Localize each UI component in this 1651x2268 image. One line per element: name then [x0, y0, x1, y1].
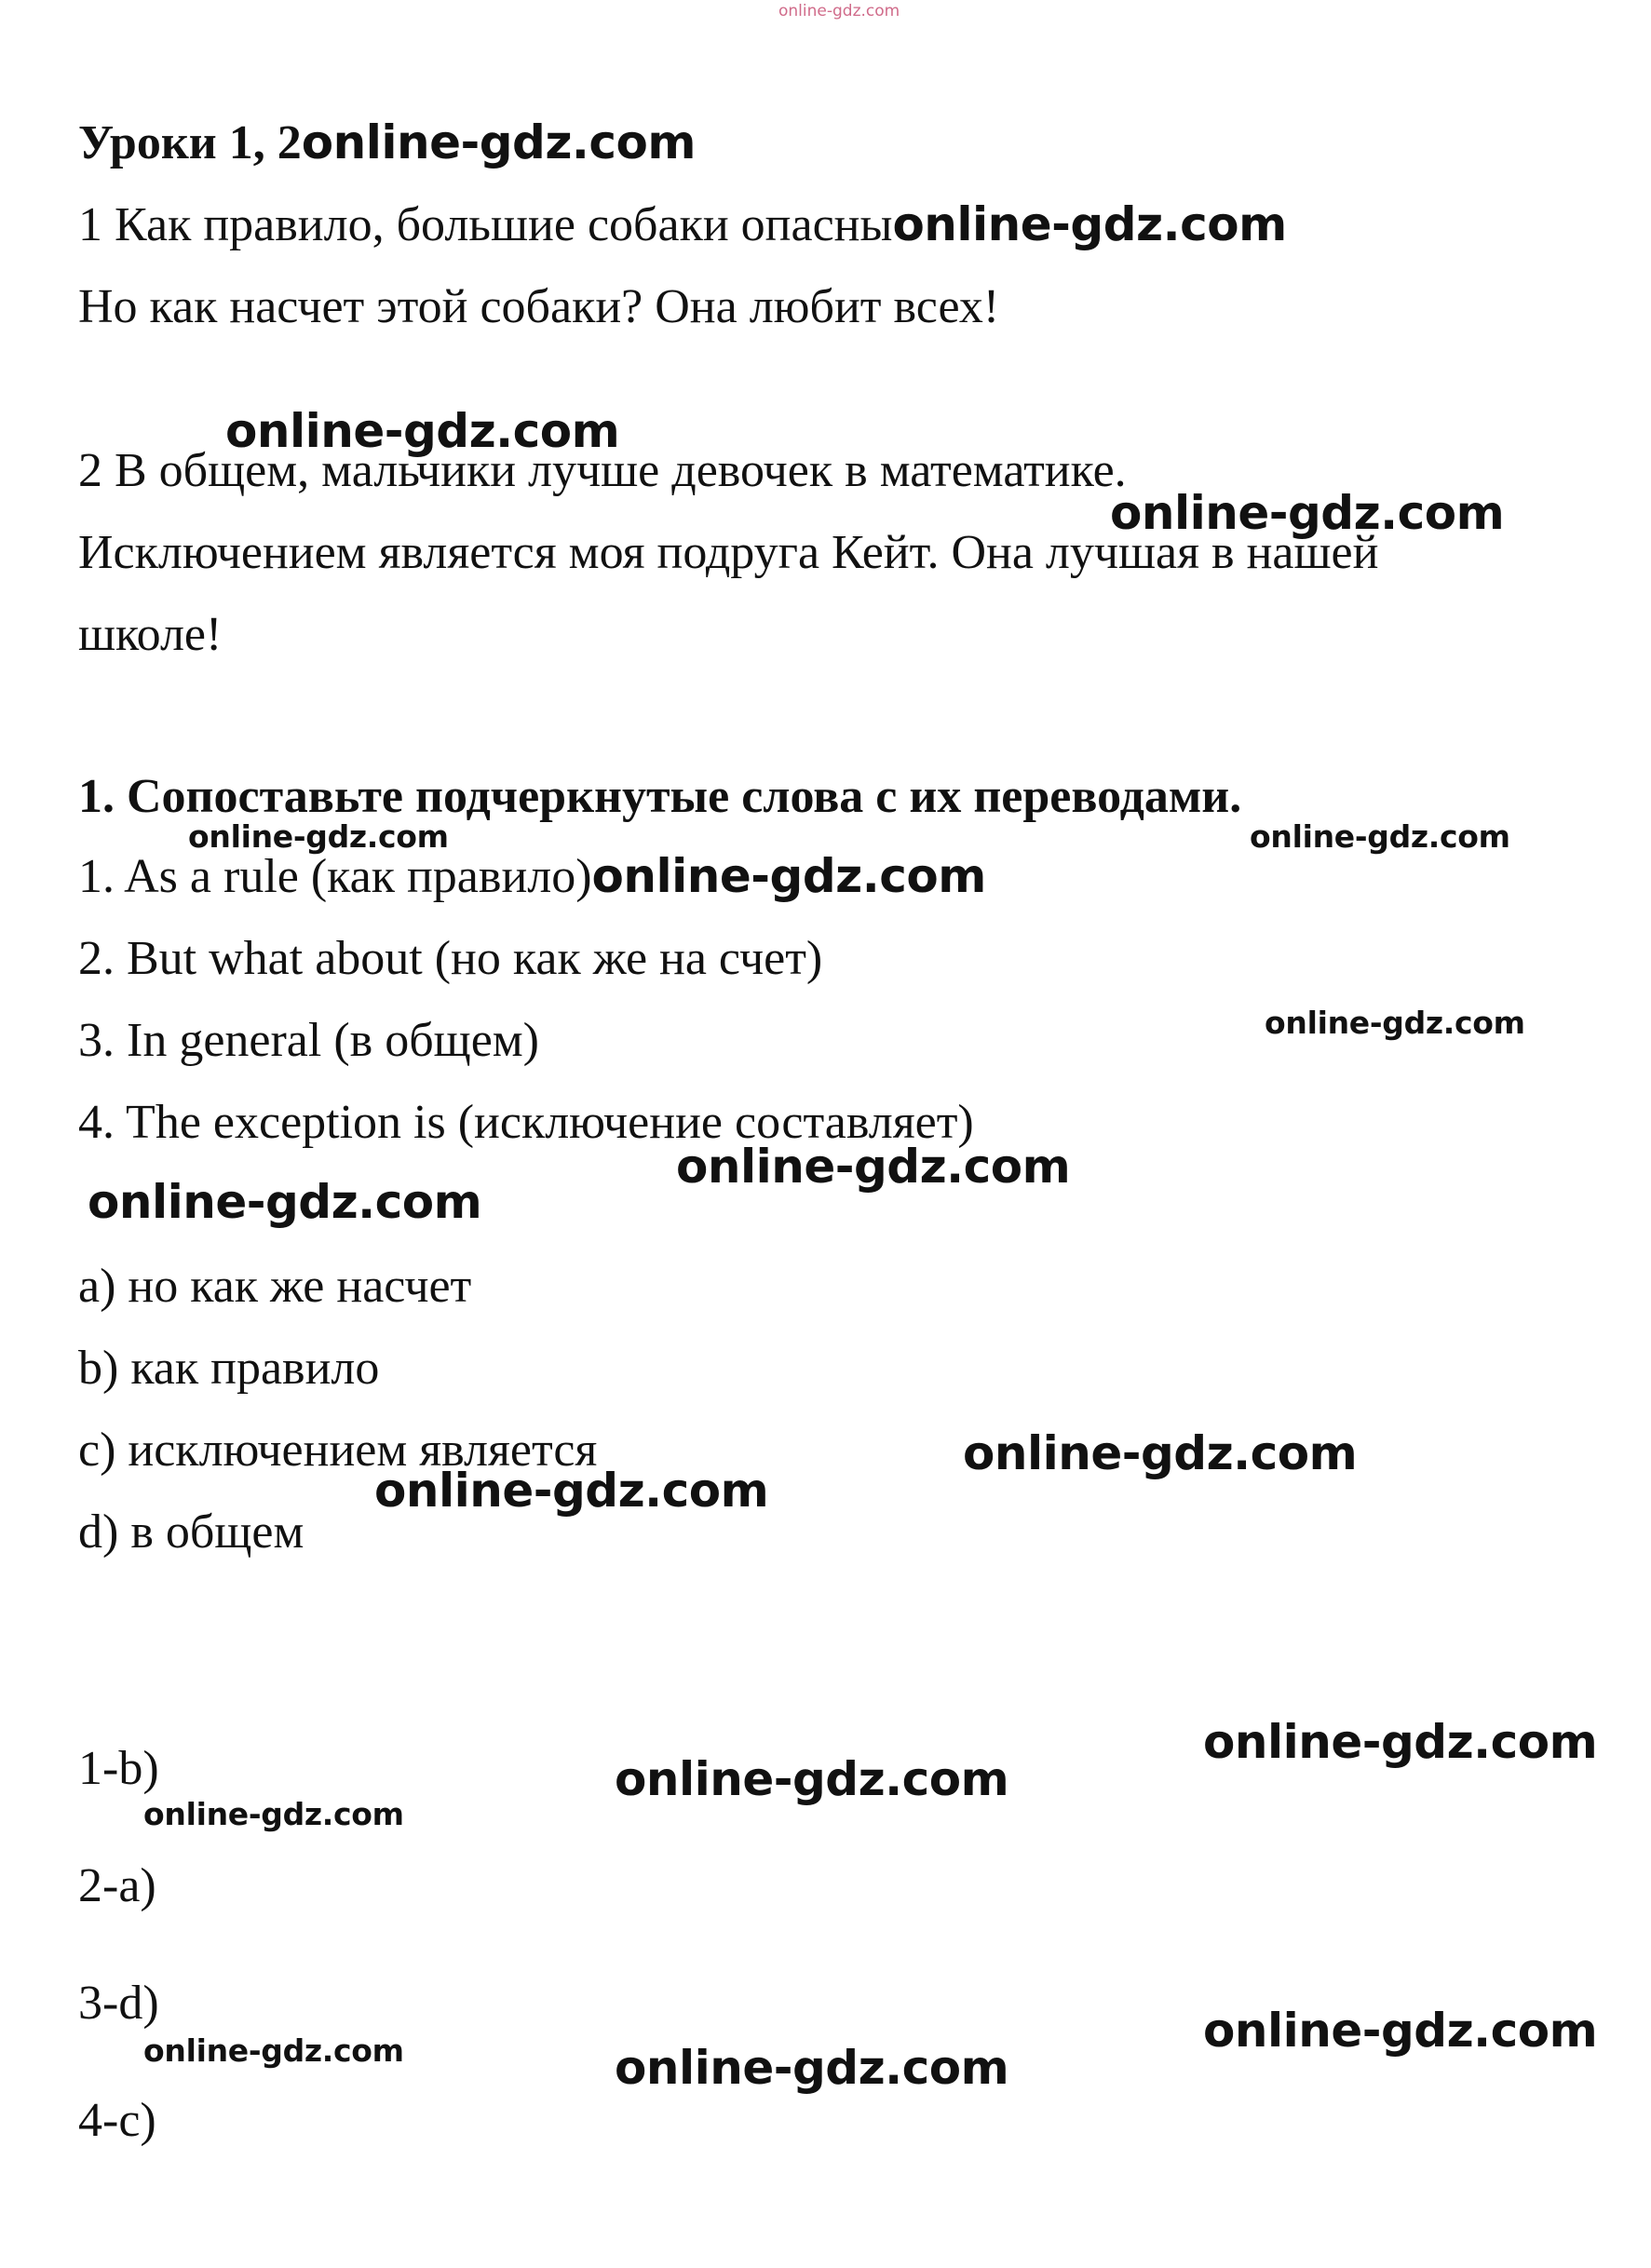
phrase-3: 3. In general (в общем): [78, 1014, 539, 1067]
watermark: online-gdz.com: [374, 1464, 769, 1518]
passage-1-line-1-text: 1 Как правило, большие собаки опасны: [78, 198, 893, 251]
passage-2-line-3: школе!: [78, 608, 223, 661]
answer-3: 3-d): [78, 1977, 159, 2030]
watermark: online-gdz.com: [143, 2032, 404, 2069]
phrase-4: 4. The exception is (исключение составляет): [78, 1096, 974, 1149]
watermark: online-gdz.com: [892, 197, 1287, 251]
watermark: online-gdz.com: [615, 1752, 1009, 1806]
option-d: d) в общем: [78, 1505, 304, 1559]
answer-4: 4-c): [78, 2094, 156, 2147]
watermark: online-gdz.com: [1265, 1005, 1525, 1041]
watermark: online-gdz.com: [1203, 2004, 1598, 2058]
passage-2-line-1: 2 В общем, мальчики лучше девочек в математике.: [78, 444, 1127, 497]
watermark: online-gdz.com: [301, 115, 696, 169]
page-title-text: Уроки 1, 2: [78, 116, 302, 169]
answer-1: 1-b): [78, 1742, 159, 1795]
top-watermark: online-gdz.com: [778, 2, 900, 20]
watermark: online-gdz.com: [963, 1426, 1358, 1480]
watermark: online-gdz.com: [88, 1175, 482, 1229]
watermark: online-gdz.com: [1250, 818, 1510, 855]
option-a: a) но как же насчет: [78, 1260, 472, 1313]
answer-2: 2-a): [78, 1859, 156, 1912]
watermark: online-gdz.com: [143, 1796, 404, 1832]
watermark: online-gdz.com: [188, 818, 449, 855]
passage-1-line-1: [78, 197, 1287, 253]
watermark: online-gdz.com: [676, 1140, 1071, 1194]
task-heading: 1. Сопоставьте подчеркнутые слова с их переводами.: [78, 770, 1242, 823]
watermark: online-gdz.com: [1110, 486, 1505, 540]
watermark: online-gdz.com: [1203, 1715, 1598, 1769]
passage-1-line-2: Но как насчет этой собаки? Она любит всех!: [78, 280, 1000, 333]
passage-2-line-2: Исключением является моя подруга Кейт. Она лучшая в нашей: [78, 526, 1379, 579]
option-c: c) исключением является: [78, 1424, 598, 1477]
page-title: [78, 115, 696, 171]
watermark: online-gdz.com: [615, 2041, 1009, 2095]
phrase-1: [78, 849, 986, 905]
watermark: online-gdz.com: [591, 849, 986, 903]
watermark: online-gdz.com: [225, 404, 620, 458]
option-b: b) как правило: [78, 1342, 380, 1395]
phrase-2: 2. But what about (но как же на счет): [78, 932, 823, 985]
phrase-1-text: 1. As a rule (как правило): [78, 850, 592, 903]
